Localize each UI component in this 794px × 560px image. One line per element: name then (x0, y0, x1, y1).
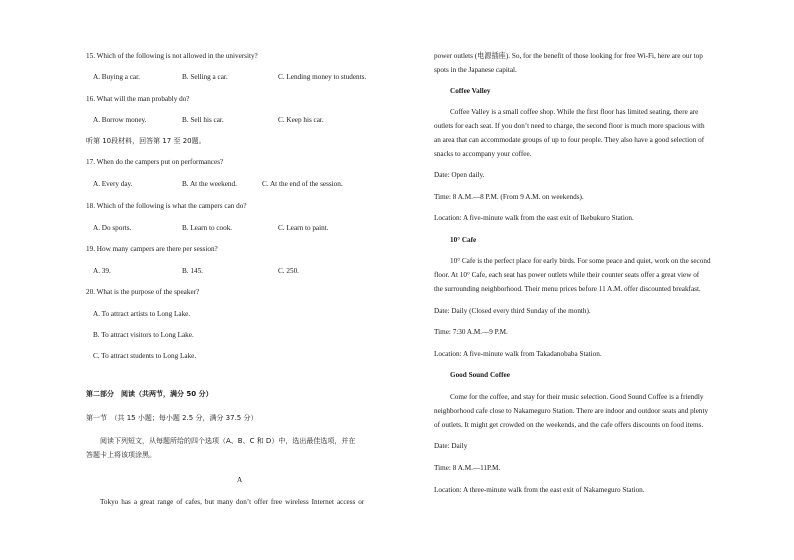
q16-option-c: C. Keep his car. (278, 116, 324, 124)
question-18: 18. Which of the following is what the campers can do? (86, 202, 247, 210)
q15-option-a: A. Buying a car. (93, 73, 140, 81)
q17-option-c: C. At the end of the session. (262, 180, 343, 188)
10-cafe-time: Time: 7:30 A.M.—9 P.M. (434, 328, 508, 336)
10-cafe-date: Date: Daily (Closed every third Sunday of the month). (434, 307, 591, 315)
section-one-heading: 第一节 （共 15 小题；每小题 2.5 分，满分 37.5 分） (86, 414, 258, 422)
passage-intro-cont-2: spots in the Japanese capital. (434, 66, 517, 74)
coffee-valley-desc-2: outlets for each seat. If you don’t need to charge, the second floor is much more spacious with (434, 122, 705, 130)
good-sound-desc-2: neighborhood cafe close to Nakameguro Station. There are indoor and outdoor seats and plenty (434, 407, 709, 415)
listening-instruction: 听第 10段材料，回答第 17 至 20题。 (86, 137, 206, 145)
good-sound-location: Location: A three-minute walk from the east exit of Nakameguro Station. (434, 486, 645, 494)
reading-instruction-line2: 答题卡上将该项涂黑。 (86, 451, 156, 459)
cafe-name-10-cafe: 10° Cafe (450, 236, 477, 244)
10-cafe-desc-3: the surrounding neighborhood. Their menu prices before 11 A.M. offer discounted breakfast. (434, 285, 701, 293)
coffee-valley-date: Date: Open daily. (434, 171, 485, 179)
q20-option-a: A. To attract artists to Long Lake. (93, 310, 191, 318)
passage-letter: A (237, 476, 243, 484)
good-sound-desc-3: of outlets. It might get crowded on the weekends, and the cafe offers discounts on food items. (434, 421, 704, 429)
q15-option-b: B. Selling a car. (182, 73, 228, 81)
10-cafe-desc-1: 10° Cafe is the perfect place for early birds. For some peace and quiet, work on the second (450, 257, 711, 265)
q15-option-c: C. Lending money to students. (278, 73, 367, 81)
question-19: 19. How many campers are there per session? (86, 245, 218, 253)
q20-option-c: C. To attract students to Long Lake. (93, 352, 197, 360)
coffee-valley-time: Time: 8 A.M.—8 P.M. (From 9 A.M. on weekends). (434, 193, 584, 201)
good-sound-time: Time: 8 A.M.—11P.M. (434, 464, 501, 472)
cafe-name-good-sound-coffee: Good Sound Coffee (450, 371, 510, 379)
q17-option-b: B. At the weekend. (182, 180, 237, 188)
question-17: 17. When do the campers put on performances? (86, 158, 224, 166)
question-16: 16. What will the man probably do? (86, 95, 190, 103)
q18-option-b: B. Learn to cook. (182, 224, 233, 232)
cafe-name-coffee-valley: Coffee Valley (450, 87, 491, 95)
reading-instruction-line1: 阅读下列短文，从每题所给的四个选项（A、B、C 和 D）中，选出最佳选项，并在 (100, 437, 356, 445)
q19-option-c: C. 250. (278, 267, 299, 275)
good-sound-date: Date: Daily (434, 442, 468, 450)
question-15: 15. Which of the following is not allowed in the university? (86, 52, 258, 60)
q16-option-b: B. Sell his car. (182, 116, 224, 124)
part-two-heading: 第二部分 阅读（共两节，满分 50 分） (86, 390, 213, 398)
passage-intro-cont-1: power outlets (电源插座). So, for the benefit of those looking for free Wi-Fi, here are our top (434, 52, 703, 60)
q18-option-c: C. Learn to paint. (278, 224, 329, 232)
q19-option-b: B. 145. (182, 267, 203, 275)
passage-intro: Tokyo has a great range of cafes, but many don’t offer free wireless Internet access or (100, 498, 365, 506)
good-sound-desc-1: Come for the coffee, and stay for their music selection. Good Sound Coffee is a friendly (450, 393, 704, 401)
q17-option-a: A. Every day. (93, 180, 133, 188)
coffee-valley-desc-1: Coffee Valley is a small coffee shop. While the first floor has limited seating, there are (450, 108, 699, 116)
coffee-valley-location: Location: A five-minute walk from the east exit of Ikebukuro Station. (434, 214, 634, 222)
coffee-valley-desc-4: snacks to accompany your coffee. (434, 150, 532, 158)
q18-option-a: A. Do sports. (93, 224, 132, 232)
question-20: 20. What is the purpose of the speaker? (86, 288, 200, 296)
q16-option-a: A. Borrow money. (93, 116, 147, 124)
coffee-valley-desc-3: an area that can accommodate groups of up to four people. They also have a good selection of (434, 136, 705, 144)
10-cafe-desc-2: floor. At 10° Cafe, each seat has power outlets while their counter seats offer a great view of (434, 271, 700, 279)
q19-option-a: A. 39. (93, 267, 111, 275)
10-cafe-location: Location: A five-minute walk from Takadanobaba Station. (434, 350, 602, 358)
q20-option-b: B. To attract visitors to Long Lake. (93, 331, 194, 339)
